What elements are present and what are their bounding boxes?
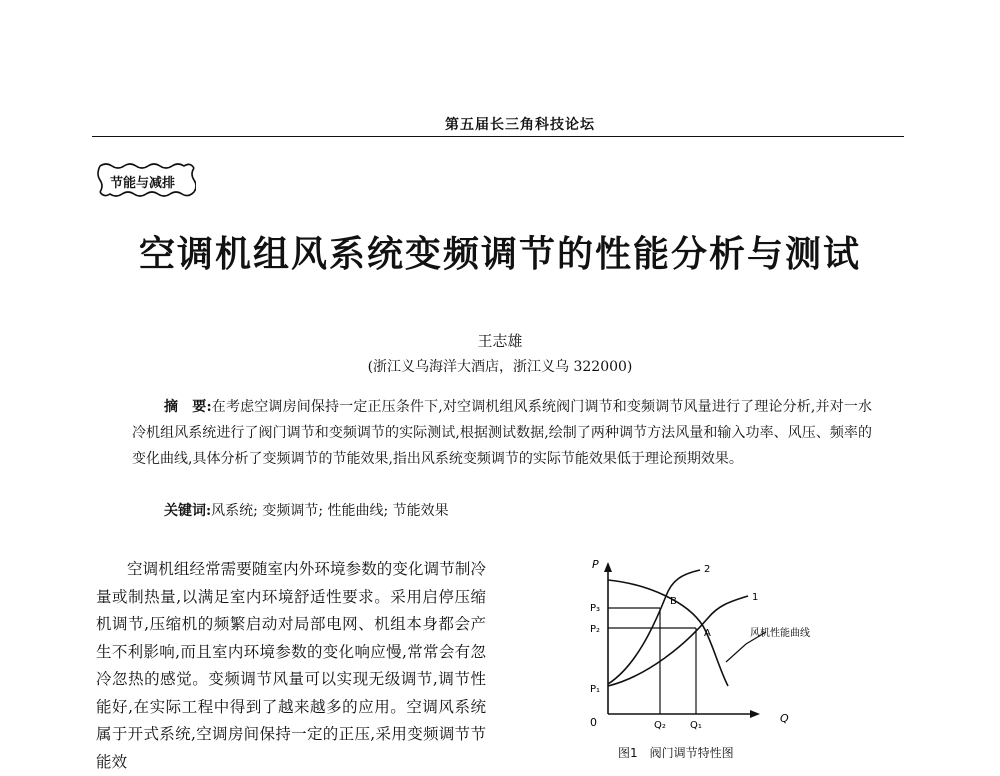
keywords [164,498,864,524]
system-curve-2 [608,570,700,684]
abstract-label: 摘 要: [164,399,212,415]
x-axis-arrow [750,710,760,718]
curve-1-label: 1 [752,592,759,603]
figure-svg [578,556,848,756]
figure-caption: 图1 阀门调节特性图 [618,746,734,760]
header-rule [92,136,904,137]
keywords-label: 关键词: [164,503,212,519]
point-a-label: A [704,628,711,639]
p3-label: P₃ [590,603,601,614]
p2-label: P₂ [590,624,601,635]
q1-label: Q₁ [690,720,702,731]
axis-x-label: Q [780,712,789,725]
paper-title: 空调机组风系统变频调节的性能分析与测试 [138,234,861,275]
body-paragraph: 空调机组经常需要随室内外环境参数的变化调节制冷量或制热量,以满足室内环境舒适性要求。采用启停压缩机调节,压缩机的频繁启动对局部电网、机组本身都会产生不利影响,而且室内环境参数的变化响应慢,常常会有忽冷忽热的感觉。变频调节风量可以实现无级调节,调节性能好,在实际工程中得到了越来越多的应用。空调风系统属于开式系统,空调房间保持一定的正压,采用变频调节节能效 [96,560,486,771]
q2-label: Q₂ [654,720,666,731]
point-b-label: B [670,596,677,607]
curve-2-label: 2 [704,564,711,575]
running-head: 第五届长三角科技论坛 [445,117,595,133]
origin-label: 0 [590,716,597,729]
affiliation: (浙江义乌海洋大酒店，浙江义乌 322000) [367,359,633,375]
abstract [132,394,872,472]
abstract-text: 在考虑空调房间保持一定正压条件下,对空调机组风系统阀门调节和变频调节风量进行了理论分析,并对一水冷机组风系统进行了阀门调节和变频调节的实际测试,根据测试数据,绘制了两种调节方法风量和输入功率、风压、频率的变化曲线,具体分析了变频调节的节能效果,指出风系统变频调节的实际节能效果低于理论预期效果。 [132,399,872,467]
author: 王志雄 [477,332,523,350]
keywords-text: 风系统; 变频调节; 性能曲线; 节能效果 [211,503,449,519]
axis-y-label: P [592,558,599,571]
fan-curve-label: 风机性能曲线 [750,628,810,639]
section-tag-label: 节能与减排 [110,176,176,191]
system-curve-1 [608,596,748,686]
p1-label: P₁ [590,684,601,695]
section-tag [96,158,196,202]
y-axis-arrow [604,562,612,572]
figure-valve-characteristic [578,556,848,756]
